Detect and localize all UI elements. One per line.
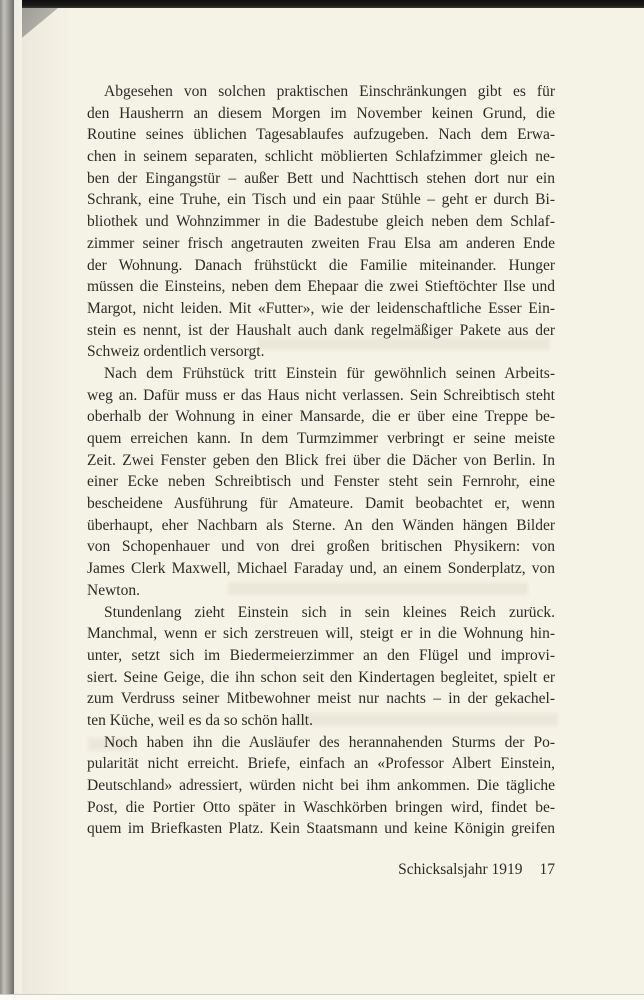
text-line: überhaupt, eher Nachbarn als Sterne. An den Wänden hängen Bilder xyxy=(87,516,555,534)
text-line: Stundenlang zieht Einstein sich in sein kleines Reich zurück. xyxy=(104,603,555,621)
text-line: Schweiz ordentlich versorgt. xyxy=(87,343,265,361)
paper-shading xyxy=(22,0,72,1000)
text-line: bescheidene Ausführung für Amateure. Damit beobachtet er, wenn xyxy=(87,495,555,513)
text-line: Post, die Portier Otto später in Waschkörben bringen wird, findet be- xyxy=(87,798,555,816)
text-line: Deutschland» adressiert, würden nicht bei ihm ankommen. Die tägliche xyxy=(87,777,555,794)
text-line: Margot, nicht leiden. Mit «Futter», wie der leidenschaftliche Esser Ein- xyxy=(87,299,555,317)
text-line: oberhalb der Wohnung in einer Mansarde, die er über eine Treppe be- xyxy=(87,408,555,426)
text-line: Nach dem Frühstück tritt Einstein für gewöhnlich seinen Arbeits- xyxy=(104,364,555,382)
text-line: Zeit. Zwei Fenster geben den Blick frei über die Dächer von Berlin. In xyxy=(87,451,555,469)
body-text xyxy=(87,81,555,840)
text-line: Manchmal, wenn er sich zerstreuen will, steigt er in die Wohnung hin- xyxy=(87,625,555,643)
paragraph xyxy=(87,81,555,363)
text-line: Abgesehen von solchen praktischen Einschränkungen gibt es für xyxy=(104,83,555,100)
text-line: pularität nicht erreicht. Briefe, einfach an «Professor Albert Einstein, xyxy=(87,755,555,773)
text-line: von Schopenhauer und von drei großen britischen Physikern: von xyxy=(87,538,555,556)
text-line: weg an. Dafür muss er das Haus nicht verlassen. Sein Schreibtisch steht xyxy=(87,386,555,404)
text-line: James Clerk Maxwell, Michael Faraday und, an einem Sonderplatz, von xyxy=(87,560,555,578)
scan-edge-bottom xyxy=(0,994,644,1000)
scan-edge-top xyxy=(0,0,644,8)
page-footer xyxy=(87,859,555,881)
text-line: einer Ecke neben Schreibtisch und Fenster steht sein Fernrohr, eine xyxy=(87,473,555,491)
text-line: zum Verdruss seiner Mitbewohner meist nur nachts – in der gekachel- xyxy=(87,690,555,708)
running-title: Schicksalsjahr 1919 xyxy=(398,861,523,878)
paragraph xyxy=(87,602,555,732)
text-line: quem erreichen kann. In dem Turmzimmer verbringt er seine meiste xyxy=(87,430,555,447)
text-line: siert. Seine Geige, die ihn schon seit den Kindertagen begleitet, spielt er xyxy=(87,668,555,686)
page-gutter-strip xyxy=(0,0,14,1000)
text-line: bliothek und Wohnzimmer in die Badestube gleich neben dem Schlaf- xyxy=(87,213,555,231)
text-line: Routine seines üblichen Tagesablaufes aufzugeben. Nach dem Erwa- xyxy=(87,126,555,144)
text-line: Newton. xyxy=(87,581,140,599)
page-edge-highlight xyxy=(14,0,22,1000)
text-line: quem im Briefkasten Platz. Kein Staatsmann und keine Königin greifen xyxy=(87,820,555,838)
text-line: müssen die Einsteins, neben dem Ehepaar die zwei Stieftöchter Ilse und xyxy=(87,278,555,296)
paragraph xyxy=(87,363,555,602)
text-line: Schrank, eine Truhe, ein Tisch und ein paar Stühle – geht er durch Bi- xyxy=(87,191,555,209)
text-line: ten Küche, weil es da so schön hallt. xyxy=(87,711,313,729)
page-number: 17 xyxy=(539,861,555,878)
text-line: Noch haben ihn die Ausläufer des herannahenden Sturms der Po- xyxy=(104,733,555,751)
text-line: chen in seinem separaten, schlicht möblierten Schlafzimmer gleich ne- xyxy=(87,148,555,166)
text-line: unter, setzt sich im Biedermeierzimmer an den Flügel und improvi- xyxy=(87,646,555,664)
paragraph xyxy=(87,732,555,840)
text-line: der Wohnung. Danach frühstückt die Familie miteinander. Hunger xyxy=(87,256,555,274)
text-line: den Hausherrn an diesem Morgen im November keinen Grund, die xyxy=(87,104,555,122)
text-line: ben der Eingangstür – außer Bett und Nachttisch stehen dort nur ein xyxy=(87,169,555,187)
text-line: zimmer seiner frisch angetrauten zweiten Frau Elsa am anderen Ende xyxy=(87,234,555,252)
text-line: stein es nennt, ist der Haushalt auch dank regelmäßiger Pakete aus der xyxy=(87,321,555,339)
